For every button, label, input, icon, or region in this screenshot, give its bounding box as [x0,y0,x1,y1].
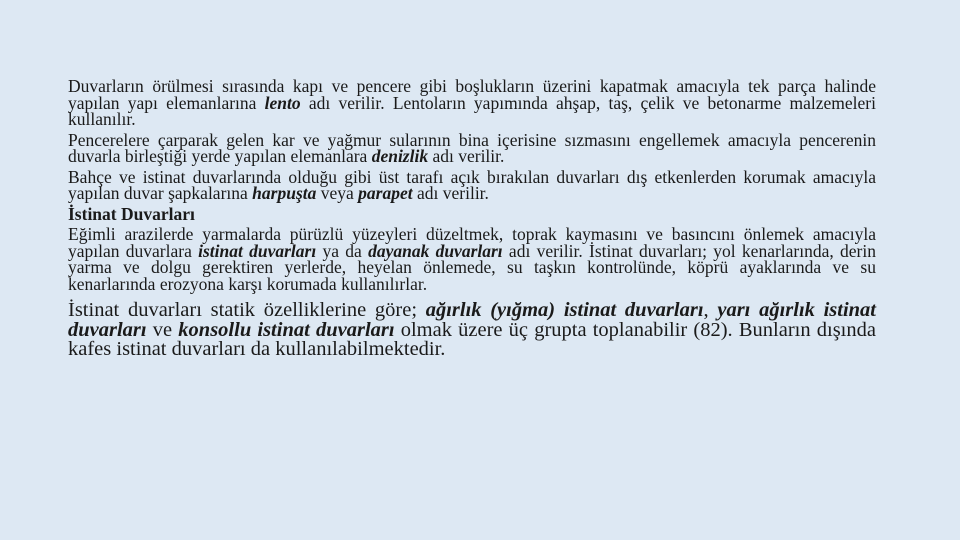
text: ve [146,318,179,341]
paragraph-istinat-types [68,301,876,360]
paragraph-harpusta [68,166,876,203]
text: Bahçe ve istinat duvarlarında olduğu gibi üst tarafı açık bırakılan duvarları dış etkenlerden korumak amacıyla yapılan duvar şapkalarına [68,166,876,203]
text: Eğimli arazilerde yarmalarda pürüzlü yüzeyleri düzeltmek, toprak kaymasını ve basıncını önlemek amacıyla yapılan duvarlara [68,224,876,261]
text: adı verilir. Lentoların yapımında ahşap, taş, çelik ve betonarme malzemeleri kullanılır. [68,92,876,129]
text: , [703,299,718,321]
text: veya [316,183,359,203]
text: adı verilir. İstinat duvarları; yol kenarlarında, derin yarma ve dolgu gerektiren yerlerde, heyelan önlemede, su taşkın kontrolünde, köprü ayaklarında ve su kenarlarında erozyona karşı korumada kullanılırlar. [68,240,876,294]
term-dayanak-duvarlari: dayanak duvarları [368,240,503,261]
text: Pencerelere çarparak gelen kar ve yağmur sularının bina içerisine sızmasını engellemek amacıyla pencerenin duvarla birleştiği yerde yapılan elemanlara [68,129,876,166]
paragraph-lento [68,78,876,128]
term-denizlik: denizlik [371,146,429,166]
text: adı verilir. [412,183,489,203]
paragraph-istinat [68,226,876,292]
term-lento: lento [264,92,301,113]
paragraph-denizlik [68,129,876,166]
term-parapet: parapet [358,183,413,203]
term-harpusta: harpuşta [252,183,317,203]
text: İstinat duvarları statik özelliklerine göre; [68,299,426,321]
slide-body [68,78,876,360]
text: olmak üzere üç grupta toplanabilir (82). Bunların dışında kafes istinat duvarları da kullanılabilmektedir. [68,318,876,360]
term-agirlik: ağırlık (yığma) istinat duvarları [425,299,704,321]
term-yari-agirlik: yarı ağırlık istinat duvarları [68,299,877,341]
term-istinat-duvarlari: istinat duvarları [198,240,317,261]
text: Duvarların örülmesi sırasında kapı ve pencere gibi boşlukların üzerini kapatmak amacıyla tek parça halinde yapılan yapı elemanlarına [68,76,876,113]
text: ya da [316,240,369,261]
term-konsollu: konsollu istinat duvarları [178,318,395,341]
section-heading: İstinat Duvarları [68,203,195,224]
text: adı verilir. [428,146,505,166]
